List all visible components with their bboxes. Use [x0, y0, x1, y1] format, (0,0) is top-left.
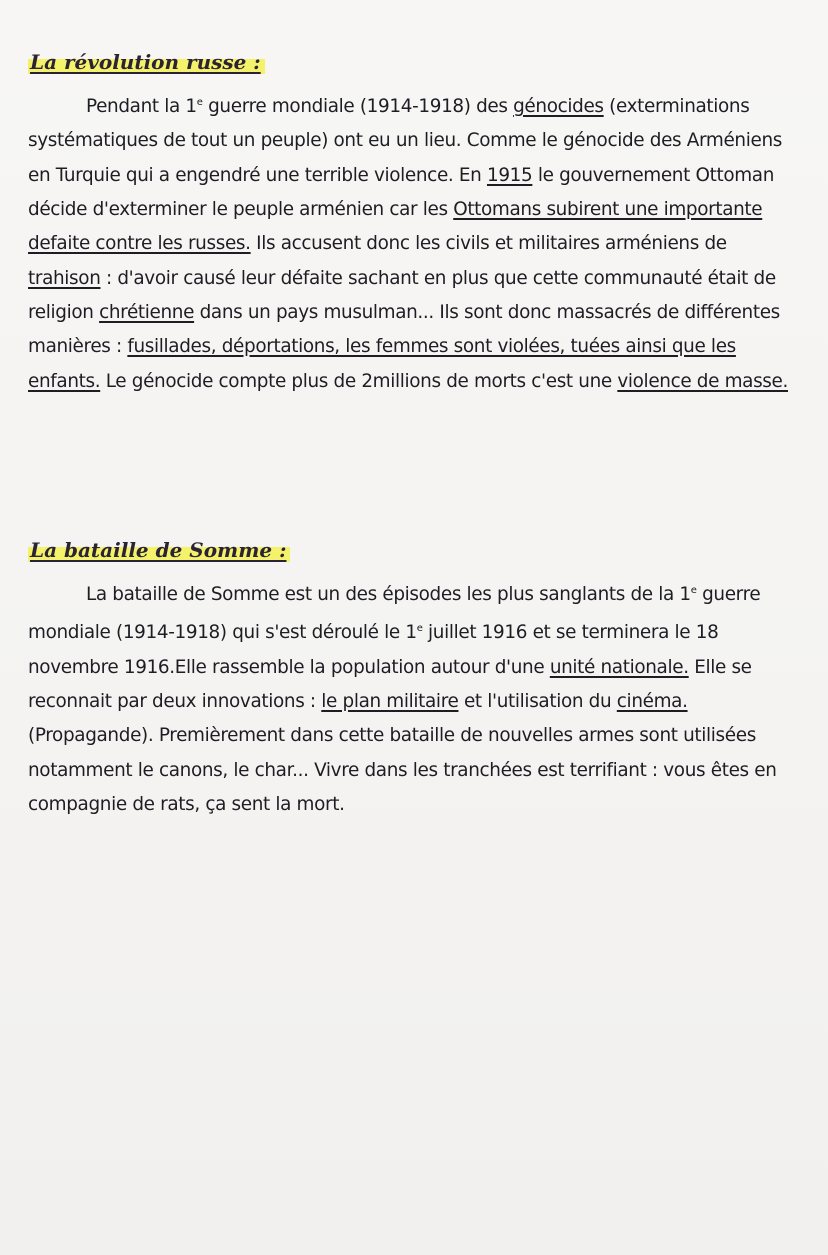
text-run: La bataille de Somme est un des épisodes les plus sanglants de la 1: [86, 584, 691, 606]
text-run: guerre mondiale (1914-1918) des: [202, 96, 514, 118]
section-title: La bataille de Somme :: [28, 536, 290, 564]
underlined-term: Ottomans subirent une importante defaite contre les russes.: [28, 199, 763, 255]
underlined-term: cinéma.: [616, 691, 688, 713]
underlined-term: génocides: [513, 96, 604, 118]
text-run: le gouvernement Ottoman décide d'exterminer le peuple arménien car les: [28, 164, 775, 221]
superscript: e: [196, 97, 203, 108]
section-title: La révolution russe :: [28, 48, 265, 76]
text-run: et l'utilisation du: [458, 691, 617, 713]
text-run: (Propagande). Premièrement dans cette bataille de nouvelles armes sont utilisées notamment le canons, le char... Vivre dans les tranchées est terrifiant : vous êtes en compagnie de rats, ça sent la mort.: [28, 725, 777, 816]
text-run: : d'avoir causé leur défaite sachant en plus que cette communauté était de religion: [28, 267, 776, 323]
section-russian-revolution: [28, 48, 798, 399]
section-battle-of-somme: [28, 536, 798, 822]
text-run: juillet 1916 et se terminera le 18 novembre 1916.Elle rassemble la population autour d'une: [28, 622, 719, 678]
text-run: Le génocide compte plus de 2millions de morts c'est une: [100, 370, 618, 392]
underlined-term: fusillades, déportations, les femmes sont violées, tuées ainsi que les enfants.: [28, 336, 736, 392]
section-paragraph: [28, 86, 798, 399]
text-run: Pendant la 1: [86, 96, 197, 118]
text-run: Elle se reconnait par deux innovations :: [28, 656, 752, 713]
underlined-term: trahison: [28, 267, 101, 289]
underlined-term: 1915: [486, 164, 533, 186]
text-run: (exterminations systématiques de tout un peuple) ont eu un lieu. Comme le génocide des Arméniens en Turquie qui a engendré une terrible violence. En: [28, 96, 782, 186]
underlined-term: chrétienne: [99, 301, 195, 323]
underlined-term: unité nationale.: [549, 656, 689, 678]
superscript: e: [690, 585, 697, 596]
superscript: e: [416, 623, 423, 635]
underlined-term: violence de masse.: [617, 370, 788, 392]
underlined-term: le plan militaire: [321, 691, 459, 713]
section-paragraph: [28, 574, 798, 822]
text-run: Ils accusent donc les civils et militaires arméniens de: [250, 233, 727, 255]
text-run: guerre mondiale (1914-1918) qui s'est déroulé le 1: [28, 584, 761, 644]
text-run: dans un pays musulman... Ils sont donc massacrés de différentes manières :: [28, 301, 780, 358]
